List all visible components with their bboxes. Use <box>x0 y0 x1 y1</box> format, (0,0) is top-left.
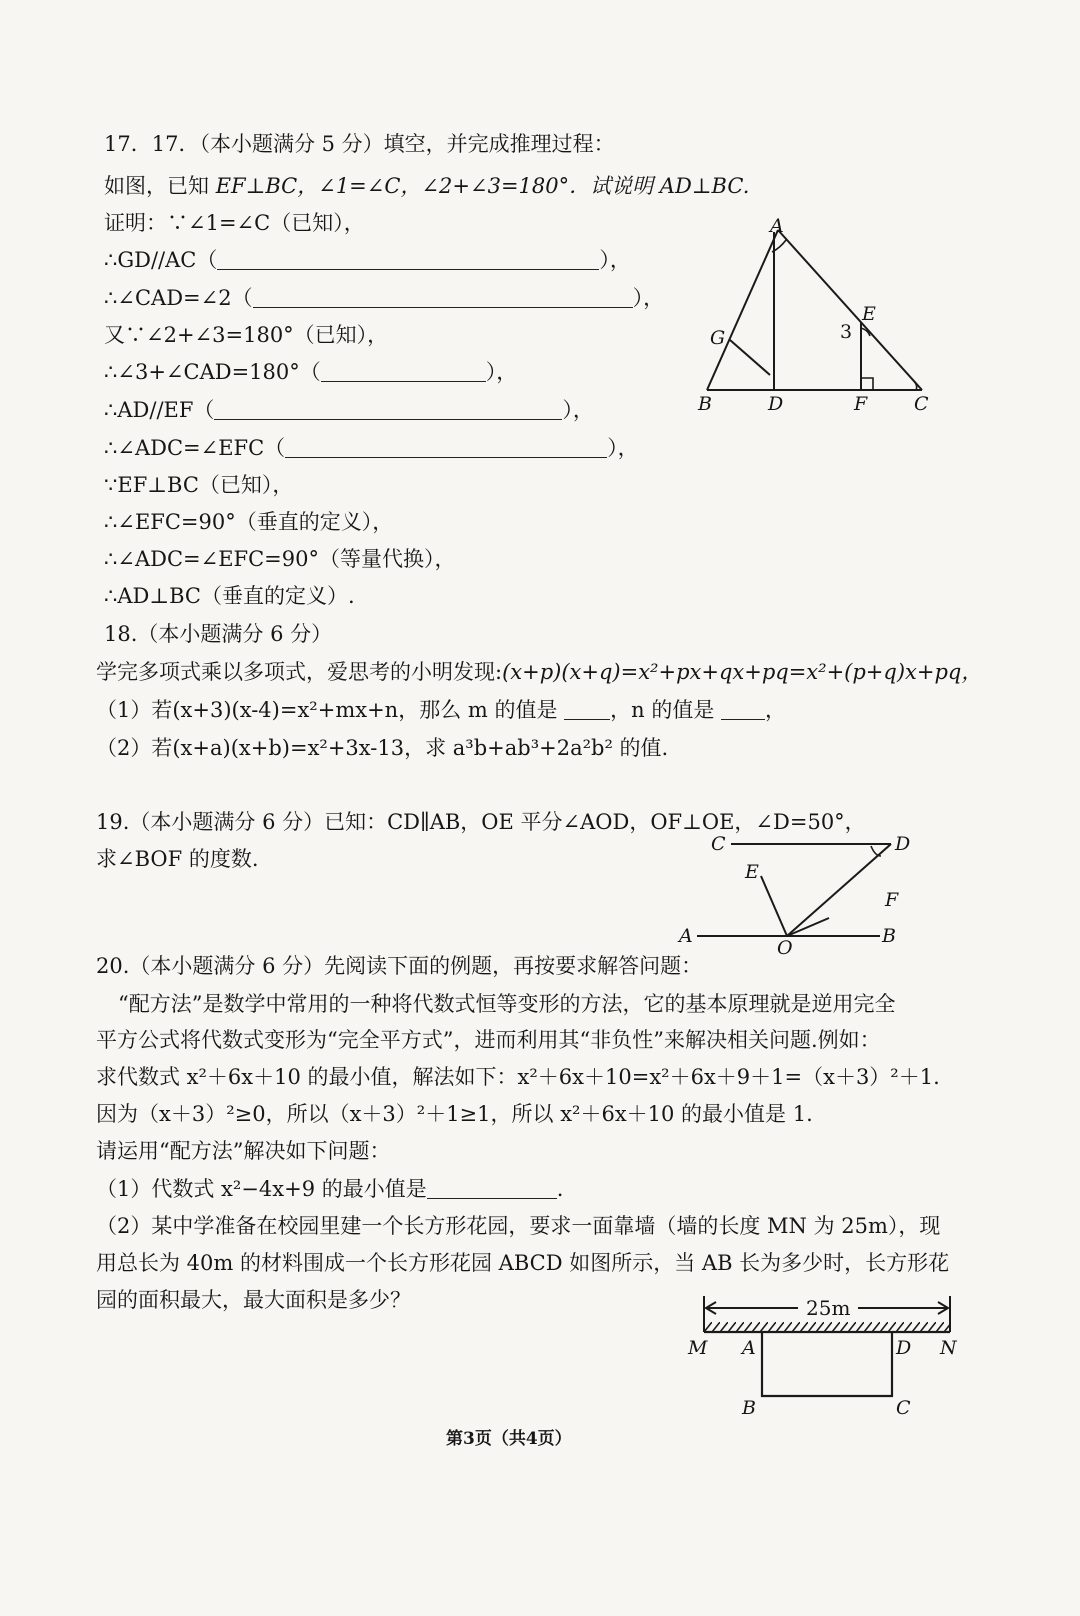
q18-part-1-pre: （1）若(x+3)(x-4)=x²+mx+n，那么 m 的值是 <box>96 698 558 722</box>
label-b: B <box>882 925 896 947</box>
q17-step-6 <box>104 396 594 424</box>
q20-part-2-line-3: 园的面积最大，最大面积是多少？ <box>96 1288 411 1312</box>
q17-answer-blank-5[interactable] <box>285 437 607 458</box>
label-wall-length: 25m <box>806 1296 851 1320</box>
label-o: O <box>777 937 793 959</box>
q17-given-pre: 如图，已知 <box>104 174 216 198</box>
q17-step-4: 又∵∠2+∠3=180°（已知）， <box>104 323 389 347</box>
label-m: M <box>688 1337 708 1359</box>
q17-triangle-figure <box>690 210 950 420</box>
q20-part-1-end: . <box>556 1177 564 1201</box>
label-n: N <box>940 1337 957 1359</box>
q17-step-3-pre: ∴∠CAD=∠2（ <box>104 286 253 310</box>
q20-part-1 <box>96 1175 563 1203</box>
q17-step-9: ∴∠EFC=90°（垂直的定义）， <box>104 510 394 534</box>
q20-part-1-pre: （1）代数式 x²−4x+9 的最小值是 <box>96 1177 427 1201</box>
q17-step-5 <box>104 358 517 386</box>
label-b: B <box>742 1397 756 1419</box>
segment-ab <box>707 230 778 390</box>
q17-step-1: 证明：∵∠1=∠C（已知）， <box>104 211 365 235</box>
q20-para-4: 因为（x＋3）²≥0，所以（x＋3）²＋1≥1，所以 x²＋6x＋10 的最小值是 1. <box>96 1102 813 1126</box>
q20-part-2-line-1: （2）某中学准备在校园里建一个长方形花园，要求一面靠墙（墙的长度 MN 为 25m），现 <box>96 1214 941 1238</box>
q19-line-2: 求∠BOF 的度数. <box>96 847 259 871</box>
q18-title: 18.（本小题满分 6 分） <box>104 622 333 646</box>
segment-ac <box>778 230 922 390</box>
q18-n-blank[interactable] <box>721 699 765 720</box>
q19-figure <box>675 826 935 961</box>
label-f: F <box>854 393 868 415</box>
q17-answer-blank-3[interactable] <box>321 361 486 382</box>
q17-step-11: ∴AD⊥BC（垂直的定义）. <box>104 584 355 608</box>
q17-step-7 <box>104 434 639 462</box>
q17-step-2 <box>104 246 631 274</box>
q20-garden-figure <box>680 1292 980 1422</box>
q17-answer-blank-1[interactable] <box>217 249 599 270</box>
q18-intro <box>96 658 982 686</box>
label-d: D <box>895 833 911 855</box>
q20-min-value-blank[interactable] <box>427 1178 557 1199</box>
q17-step-3-post: ）， <box>632 286 665 310</box>
label-e: E <box>745 861 759 883</box>
q17-step-5-pre: ∴∠3+∠CAD=180°（ <box>104 360 321 384</box>
q18-part-2: （2）若(x+a)(x+b)=x²+3x-13，求 a³b+ab³+2a²b² 的值. <box>96 736 669 760</box>
q17-given <box>104 172 749 200</box>
q18-part-1 <box>96 696 786 724</box>
label-b: B <box>698 393 712 415</box>
q20-para-3: 求代数式 x²＋6x＋10 的最小值，解法如下：x²＋6x＋10=x²＋6x＋9＋1=（x＋3）²＋1. <box>96 1065 940 1089</box>
label-c: C <box>711 833 726 855</box>
q17-step-6-post: ）， <box>562 398 594 422</box>
q17-given-math: EF⊥BC，∠1=∠C，∠2+∠3=180°．试说明 AD⊥BC. <box>215 174 750 198</box>
page-footer: 第3页（共4页） <box>446 1429 572 1449</box>
q20-part-2-line-2: 用总长为 40m 的材料围成一个长方形花园 ABCD 如图所示，当 AB 长为多少时，长方形花 <box>96 1251 950 1275</box>
q17-answer-blank-2[interactable] <box>253 287 633 308</box>
label-a: A <box>770 215 784 237</box>
label-d: D <box>896 1337 912 1359</box>
segment-oe <box>761 876 787 936</box>
wall-hatching <box>704 1322 950 1332</box>
q17-step-7-post: ）， <box>607 436 639 460</box>
q17-step-8: ∵EF⊥BC（已知）， <box>104 473 294 497</box>
segment-od <box>787 844 891 936</box>
label-c: C <box>914 393 929 415</box>
q17-step-3 <box>104 284 664 312</box>
label-e: E <box>862 303 876 325</box>
label-angle-3: 3 <box>840 321 853 343</box>
q20-para-5: 请运用“配方法”解决如下问题： <box>96 1139 391 1163</box>
label-g: G <box>710 327 726 349</box>
segment-gd <box>730 340 770 375</box>
angle-mark-3 <box>861 328 870 336</box>
q17-step-10: ∴∠ADC=∠EFC=90°（等量代换）， <box>104 547 456 571</box>
q17-title: 17．17．（本小题满分 5 分）填空，并完成推理过程： <box>104 132 615 156</box>
label-d: D <box>768 393 784 415</box>
segment-of <box>787 918 829 936</box>
q17-step-5-post: ）， <box>485 360 518 384</box>
q20-title: 20.（本小题满分 6 分）先阅读下面的例题，再按要求解答问题： <box>96 954 703 978</box>
q17-step-7-pre: ∴∠ADC=∠EFC（ <box>104 436 286 460</box>
q18-m-blank[interactable] <box>564 699 610 720</box>
q20-para-1: “配方法”是数学中常用的一种将代数式恒等变形的方法，它的基本原理就是逆用完全 <box>118 992 896 1016</box>
label-c: C <box>896 1397 911 1419</box>
garden-abcd <box>762 1332 892 1396</box>
q17-answer-blank-4[interactable] <box>214 399 562 420</box>
label-f: F <box>885 889 899 911</box>
label-a: A <box>742 1337 756 1359</box>
q18-intro-text: 学完多项式乘以多项式，爱思考的小明发现: <box>96 660 503 684</box>
q19-line-1: 19.（本小题满分 6 分）已知：CD∥AB，OE 平分∠AOD，OF⊥OE，∠D=50°， <box>96 810 866 834</box>
right-angle-f <box>861 378 873 390</box>
q18-part-1-end: ， <box>765 698 787 722</box>
q17-step-2-pre: ∴GD//AC（ <box>104 248 218 272</box>
q18-part-1-mid: ，n 的值是 <box>610 698 715 722</box>
q18-intro-formula: (x+p)(x+q)=x²+px+qx+pq=x²+(p+q)x+pq， <box>502 660 983 684</box>
label-a: A <box>679 925 693 947</box>
q17-step-2-post: ）， <box>599 248 631 272</box>
q17-step-6-pre: ∴AD//EF（ <box>104 398 215 422</box>
q20-para-2: 平方公式将代数式变形为“完全平方式”，进而利用其“非负性”来解决相关问题.例如： <box>96 1028 881 1052</box>
